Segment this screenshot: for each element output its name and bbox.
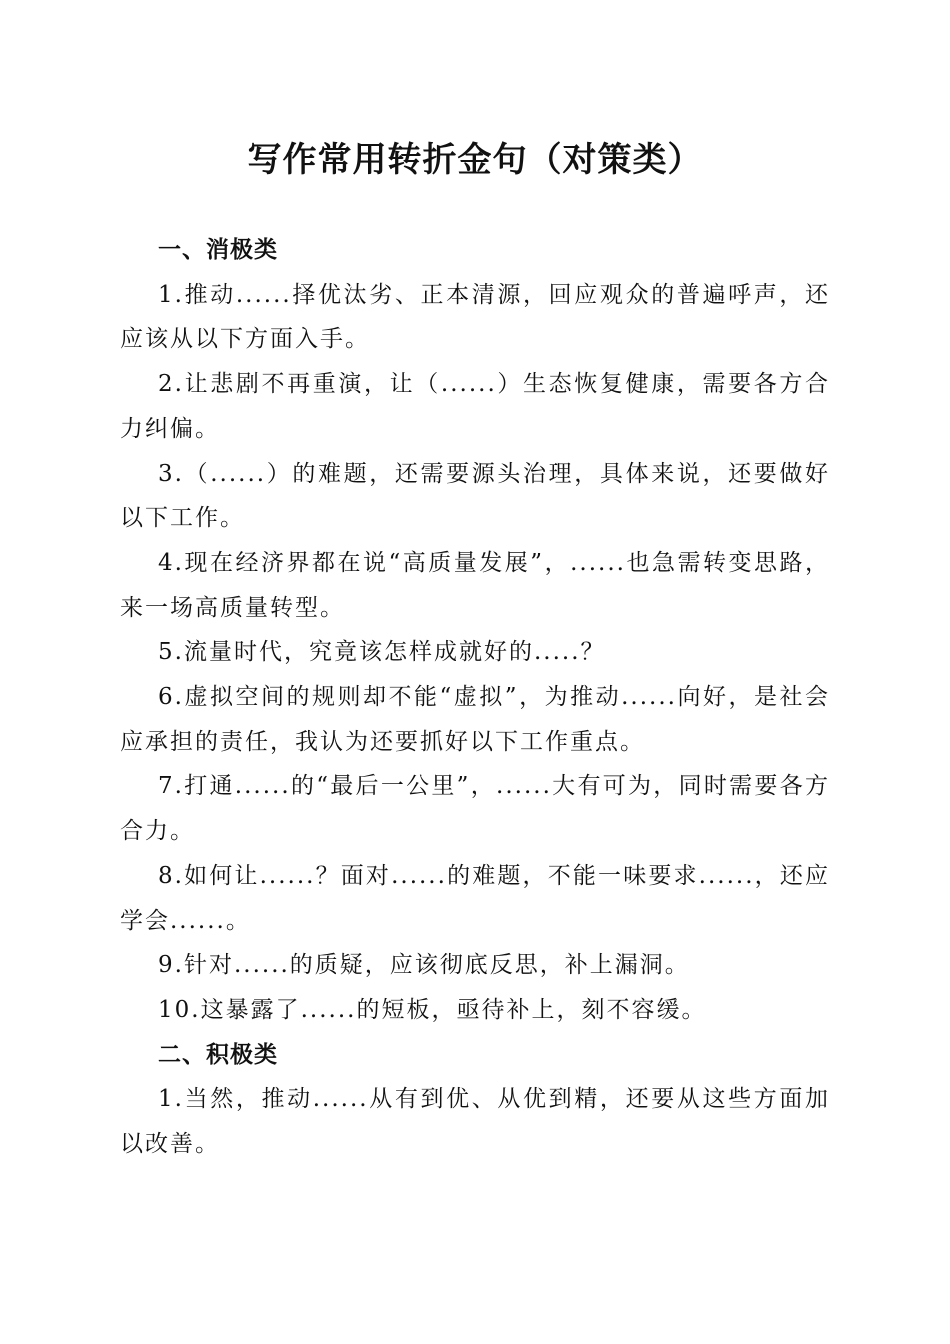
paragraph-item: 7.打通......的“最后一公里”，......大有可为，同时需要各方合力。 [120,773,830,845]
paragraph-item: 2.让悲剧不再重演，让（......）生态恢复健康，需要各方合力纠偏。 [120,371,830,442]
paragraph-item: 8.如何让......？面对......的难题，不能一味要求......，还应学会......。 [120,862,830,934]
paragraph-item: 10.这暴露了......的短板，亟待补上，刻不容缓。 [158,996,707,1023]
paragraph-item: 1.当然，推动......从有到优、从优到精，还要从这些方面加以改善。 [120,1086,830,1158]
paragraph-item: 5.流量时代，究竟该怎样成就好的.....？ [158,639,606,666]
document-body [120,228,830,1167]
paragraph-item: 4.现在经济界都在说“高质量发展”，......也急需转变思路，来一场高质量转型。 [120,549,830,621]
paragraph-item: 1.推动......择优汰劣、正本清源，回应观众的普遍呼声，还应该从以下方面入手。 [120,281,830,353]
document-title: 写作常用转折金句（对策类） [247,140,703,180]
paragraph-item: 9.针对......的质疑，应该彻底反思，补上漏洞。 [158,952,690,979]
paragraph-item: 3.（......）的难题，还需要源头治理，具体来说，还要做好以下工作。 [120,460,830,532]
section-heading-positive: 二、积极类 [158,1041,278,1068]
paragraph-item: 6.虚拟空间的规则却不能“虚拟”，为推动......向好，是社会应承担的责任，我认为还要抓好以下工作重点。 [120,684,830,755]
section-heading-negative: 一、消极类 [158,237,278,263]
